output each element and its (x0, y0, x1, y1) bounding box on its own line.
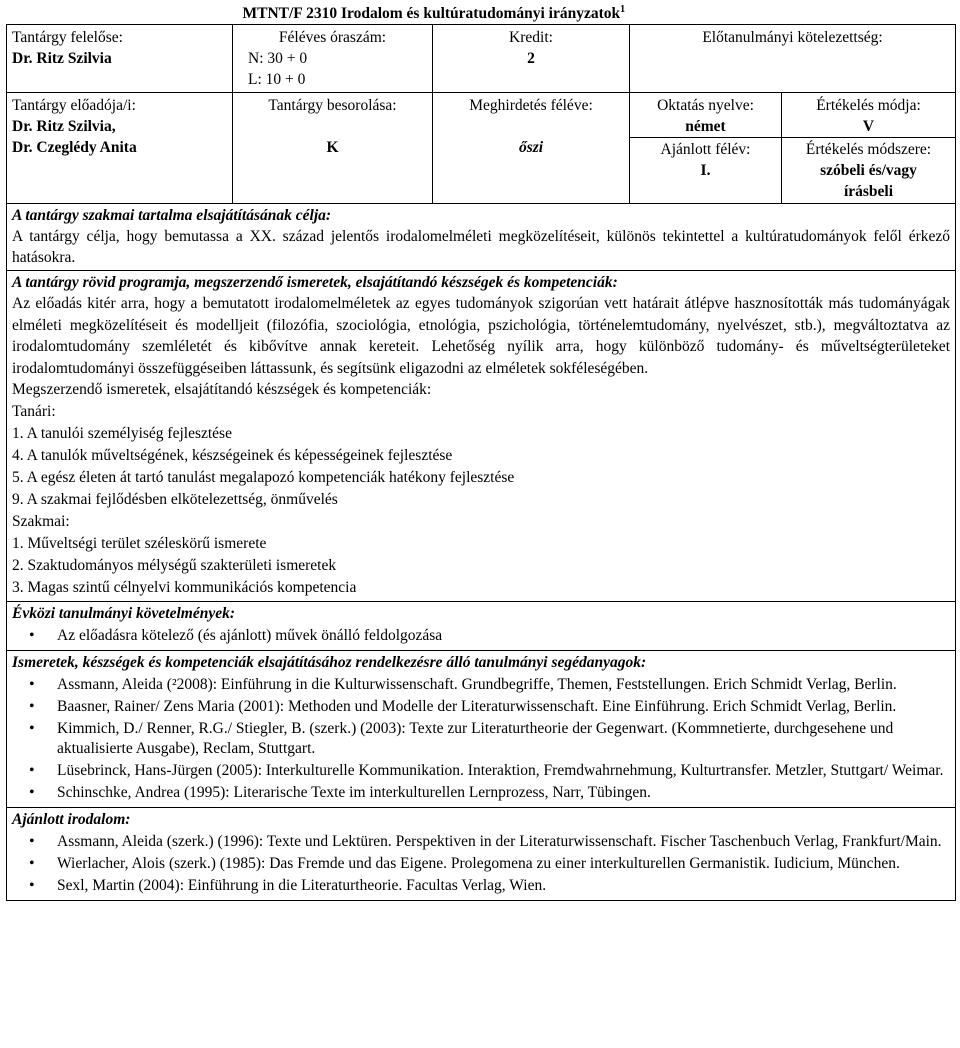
list-item: • Assmann, Aleida (szerk.) (1996): Texte und Lektüren. Perspektiven in der Literaturwissenschaft. Fischer Taschenbuch Verlag, Frankfurt/Main. (57, 832, 950, 852)
kredit-value: 2 (527, 50, 535, 67)
ertekeles-value: V (862, 118, 875, 135)
list-item: • Schinschke, Andrea (1995): Literarische Texte im interkulturellen Lernprozess, Narr, Tübingen. (57, 783, 950, 803)
program-cell (7, 271, 956, 602)
evkozi-list (12, 626, 950, 646)
footnote-marker: 1 (620, 3, 626, 15)
ajanlott-cell (7, 808, 956, 901)
szakmai-item: 3. Magas szintű célnyelvi kommunikációs kompetencia (12, 579, 357, 596)
syllabus-document (6, 4, 955, 901)
nyelv-value: német (685, 118, 726, 135)
oraszam-cell (233, 25, 433, 93)
segedanyag-list (12, 675, 950, 803)
elotan-cell (630, 25, 956, 93)
course-title (233, 4, 956, 25)
title-row (7, 4, 956, 25)
list-item: • Wierlacher, Alois (szerk.) (1985): Das Fremde und das Eigene. Prolegomena zu einer interkulturellen Germanistik. Iudicium, München. (57, 854, 950, 874)
list-item: • Assmann, Aleida (²2008): Einführung in die Kulturwissenschaft. Grundbegriffe, Themen, Feststellungen. Erich Schmidt Verlag, Berlin. (57, 675, 950, 695)
ajanlott-list (12, 832, 950, 896)
list-item: • Kimmich, D./ Renner, R.G./ Stiegler, B. (szerk.) (2003): Texte zur Literaturtheorie der Gegenwart. (Kommnetierte, durchgesehene und aktualisierte Ausgabe), Reclam, Stuttgart. (57, 719, 950, 759)
nyelv-cell (630, 93, 782, 138)
besorolas-cell (233, 93, 433, 204)
eloado-cell (7, 93, 233, 204)
tanari-item: 4. A tanulók műveltségének, készségeinek és képességeinek fejlesztése (12, 447, 453, 464)
eloado-name-1: Dr. Ritz Szilvia, (12, 118, 116, 135)
szakmai-label: Szakmai: (12, 513, 70, 530)
syllabus-table (6, 4, 956, 901)
cel-row (7, 204, 956, 271)
ajanlott-felev-cell (630, 138, 782, 204)
ajanlott-felev-value: I. (700, 162, 711, 179)
meghirdetes-cell (433, 93, 630, 204)
modszer-value-2: írásbeli (843, 183, 894, 200)
list-item: • Baasner, Rainer/ Zens Maria (2001): Methoden und Modelle der Literaturwissenschaft. Eine Einführung. Erich Schmidt Verlag, Berlin. (57, 697, 950, 717)
info-row-1 (7, 25, 956, 93)
cel-text: A tantárgy célja, hogy bemutassa a XX. század jelentős irodalomelméleti megközelítéseit, különös tekintettel a kultúratudományok felől érkező hatásokra. (12, 228, 950, 266)
evkozi-cell (7, 602, 956, 651)
tanari-item: 1. A tanulói személyiség fejlesztése (12, 425, 232, 442)
ertekeles-label: Értékelés módja: (816, 97, 921, 114)
eloado-label: Tantárgy előadója/i: (12, 97, 136, 114)
list-item: • Lüsebrinck, Hans-Jürgen (2005): Interkulturelle Kommunikation. Interaktion, Fremdwahrnehmung, Kulturtransfer. Metzler, Stuttgart/ Weimar. (57, 761, 950, 781)
oraszam-l: L: 10 + 0 (248, 71, 306, 88)
modszer-label: Értékelés módszere: (805, 141, 932, 158)
program-heading: A tantárgy rövid programja, megszerzendő ismeretek, elsajátítandó készségek és kompetenciák: (12, 274, 618, 291)
ajanlott-row (7, 808, 956, 901)
ajanlott-felev-label: Ajánlott félév: (660, 141, 751, 158)
list-item: • Az előadásra kötelező (és ajánlott) művek önálló feldolgozása (57, 626, 950, 646)
info-row-2 (7, 93, 956, 138)
felelos-cell (7, 25, 233, 93)
tanari-item: 9. A szakmai fejlődésben elkötelezettség, önművelés (12, 491, 338, 508)
segedanyag-cell (7, 651, 956, 808)
cel-heading: A tantárgy szakmai tartalma elsajátításának célja: (12, 207, 332, 224)
kredit-cell (433, 25, 630, 93)
modszer-cell (782, 138, 956, 204)
besorolas-label: Tantárgy besorolása: (268, 97, 397, 114)
oraszam-label: Féléves óraszám: (278, 29, 387, 46)
meghirdetes-value: őszi (518, 139, 544, 156)
eloado-name-2: Dr. Czeglédy Anita (12, 139, 137, 156)
segedanyag-heading: Ismeretek, készségek és kompetenciák elsajátításához rendelkezésre álló tanulmányi segédanyagok: (12, 654, 647, 671)
kredit-label: Kredit: (509, 29, 553, 46)
meghirdetes-label: Meghirdetés féléve: (469, 97, 593, 114)
felelos-label: Tantárgy felelőse: (12, 29, 123, 46)
besorolas-value: K (326, 139, 339, 156)
elotan-label: Előtanulmányi kötelezettség: (702, 29, 883, 46)
segedanyag-row (7, 651, 956, 808)
ertekeles-cell (782, 93, 956, 138)
ajanlott-heading: Ajánlott irodalom: (12, 811, 131, 828)
tanari-item: 5. A egész életen át tartó tanulást megalapozó kompetenciák hatékony fejlesztése (12, 469, 515, 486)
szakmai-item: 1. Műveltségi terület széleskörű ismerete (12, 535, 267, 552)
felelos-name: Dr. Ritz Szilvia (12, 50, 112, 67)
cel-cell (7, 204, 956, 271)
szakmai-item: 2. Szaktudományos mélységű szakterületi ismeretek (12, 557, 337, 574)
program-subheading: Megszerzendő ismeretek, elsajátítandó készségek és kompetenciák: (12, 381, 432, 398)
list-item: • Sexl, Martin (2004): Einführung in die Literaturtheorie. Facultas Verlag, Wien. (57, 876, 950, 896)
nyelv-label: Oktatás nyelve: (657, 97, 754, 114)
program-paragraph: Az előadás kitér arra, hogy a bemutatott irodalomelméletek az egyes tudományok szigorúan vett határait átlépve hasznosították más tudományágak elméleti megközelítéseit és modelljeit (filozófia, szociológia, etnológia, pszichológia, történelemtudomány, nyelvészet, stb.), megváltoztatva az irodalomtudomány szemléletét és kibővítve annak kereteit. Lehetőség nyílik arra, hogy különböző tudomány- és műveltségterületeket irodalomtudományi összefüggéseiben láttassunk, és segítsünk eligazodni az elméletek sokféleségében. (12, 295, 950, 377)
modszer-value-1: szóbeli és/vagy (820, 162, 917, 179)
oraszam-n: N: 30 + 0 (248, 50, 308, 67)
evkozi-row (7, 602, 956, 651)
evkozi-heading: Évközi tanulmányi követelmények: (12, 605, 236, 622)
program-row (7, 271, 956, 602)
course-title-text: MTNT/F 2310 Irodalom és kultúratudományi irányzatok (242, 5, 621, 22)
tanari-label: Tanári: (12, 403, 56, 420)
